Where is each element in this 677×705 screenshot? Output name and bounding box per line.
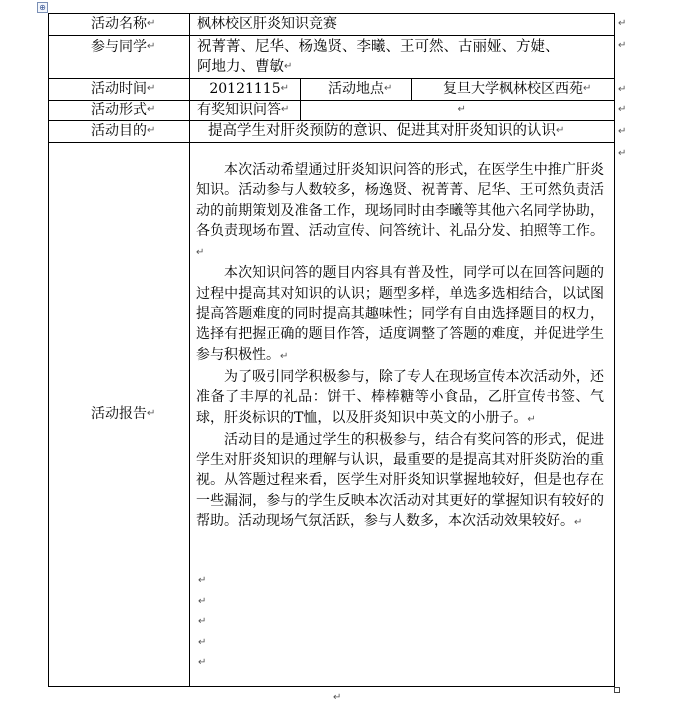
activity-report-text[interactable] (196, 160, 604, 533)
grid-line (48, 13, 49, 687)
empty-paragraph: ↵ (198, 595, 207, 607)
report-paragraph: 本次知识问答的题目内容具有普及性，同学可以在回答问题的过程中提高其对知识的认识；题型多样，单选多选相结合，以试图提高答题难度的同时提高其趣味性；同学有自由选择题目的权力，选择有把握正确的题目作答，适度调整了答题的难度，并促进学生参与积极性。↵ (196, 265, 604, 363)
empty-paragraph: ↵ (198, 616, 207, 627)
row-end-mark: ↵ (618, 84, 627, 95)
table-move-handle-icon[interactable]: ⊕ (37, 2, 48, 13)
grid-line (189, 13, 190, 687)
document-end-mark: ↵ (333, 692, 342, 703)
value-activity-place[interactable]: 复旦大学枫林校区西苑 ↵ (443, 81, 592, 97)
label-activity-name: 活动名称 ↵ (91, 16, 156, 32)
row-end-mark: ↵ (618, 40, 627, 51)
row-end-mark: ↵ (618, 104, 627, 115)
value-activity-name[interactable]: 枫林校区肝炎知识竞赛 (197, 16, 337, 32)
row-end-mark: ↵ (618, 18, 627, 29)
participants-line-2: 阿地力、曹敏 ↵ (197, 59, 293, 75)
empty-paragraph: ↵ (198, 575, 207, 586)
grid-line (48, 142, 615, 143)
report-paragraph: 为了吸引同学积极参与，除了专人在现场宣传本次活动外，还准备了丰厚的礼品：饼干、棒棒糖等小食品，乙肝宣传书签、气球，肝炎标识的T恤，以及肝炎知识中英文的小册子。↵ (196, 368, 604, 426)
grid-line (48, 35, 615, 36)
grid-line (48, 686, 615, 687)
value-participants[interactable] (197, 37, 560, 77)
label-participants: 参与同学 ↵ (91, 39, 156, 55)
empty-paragraph: ↵ (198, 657, 207, 668)
row-end-mark: ↵ (618, 148, 627, 159)
label-activity-report: 活动报告 ↵ (91, 406, 156, 422)
label-activity-time: 活动时间 ↵ (91, 81, 156, 97)
empty-paragraph-marks (198, 575, 206, 678)
empty-paragraph: ↵ (198, 636, 207, 648)
label-activity-purpose: 活动目的 ↵ (91, 123, 156, 139)
label-activity-place: 活动地点 ↵ (328, 81, 393, 97)
value-activity-time[interactable]: 20121115 ↵ (209, 81, 290, 97)
value-activity-purpose[interactable]: 提高学生对肝炎预防的意识、促进其对肝炎知识的认识 ↵ (208, 123, 565, 139)
value-activity-form[interactable]: 有奖知识问答 ↵ (197, 102, 290, 118)
row-end-mark: ↵ (618, 126, 627, 137)
report-paragraph: 活动目的是通过学生的积极参与，结合有奖问答的形式，促进学生对肝炎知识的理解与认识，最重要的是提高其对肝炎防治的重视。从答题过程来看，医学生对肝炎知识掌握地较好，但是也存在一些漏洞，参与的学生反映本次活动对其更好的掌握知识有较好的帮助。活动现场气氛活跃，参与人数多，本次活动效果较好。↵ (196, 431, 604, 530)
report-paragraph: 本次活动希望通过肝炎知识问答的形式，在医学生中推广肝炎知识。活动参与人数较多，杨逸贤、祝菁菁、尼华、王可然负责活动的前期策划及准备工作，现场同时由李曦等其他六名同学协助，各负责现场布置、活动宣传、问答统计、礼品分发、拍照等工作。↵ (196, 162, 604, 259)
label-activity-form: 活动形式 ↵ (91, 102, 156, 118)
participants-line-1: 祝菁菁、尼华、杨逸贤、李曦、王可然、古丽娅、方婕、 (197, 39, 560, 55)
grid-line (614, 13, 615, 687)
table-resize-handle[interactable] (614, 687, 620, 693)
